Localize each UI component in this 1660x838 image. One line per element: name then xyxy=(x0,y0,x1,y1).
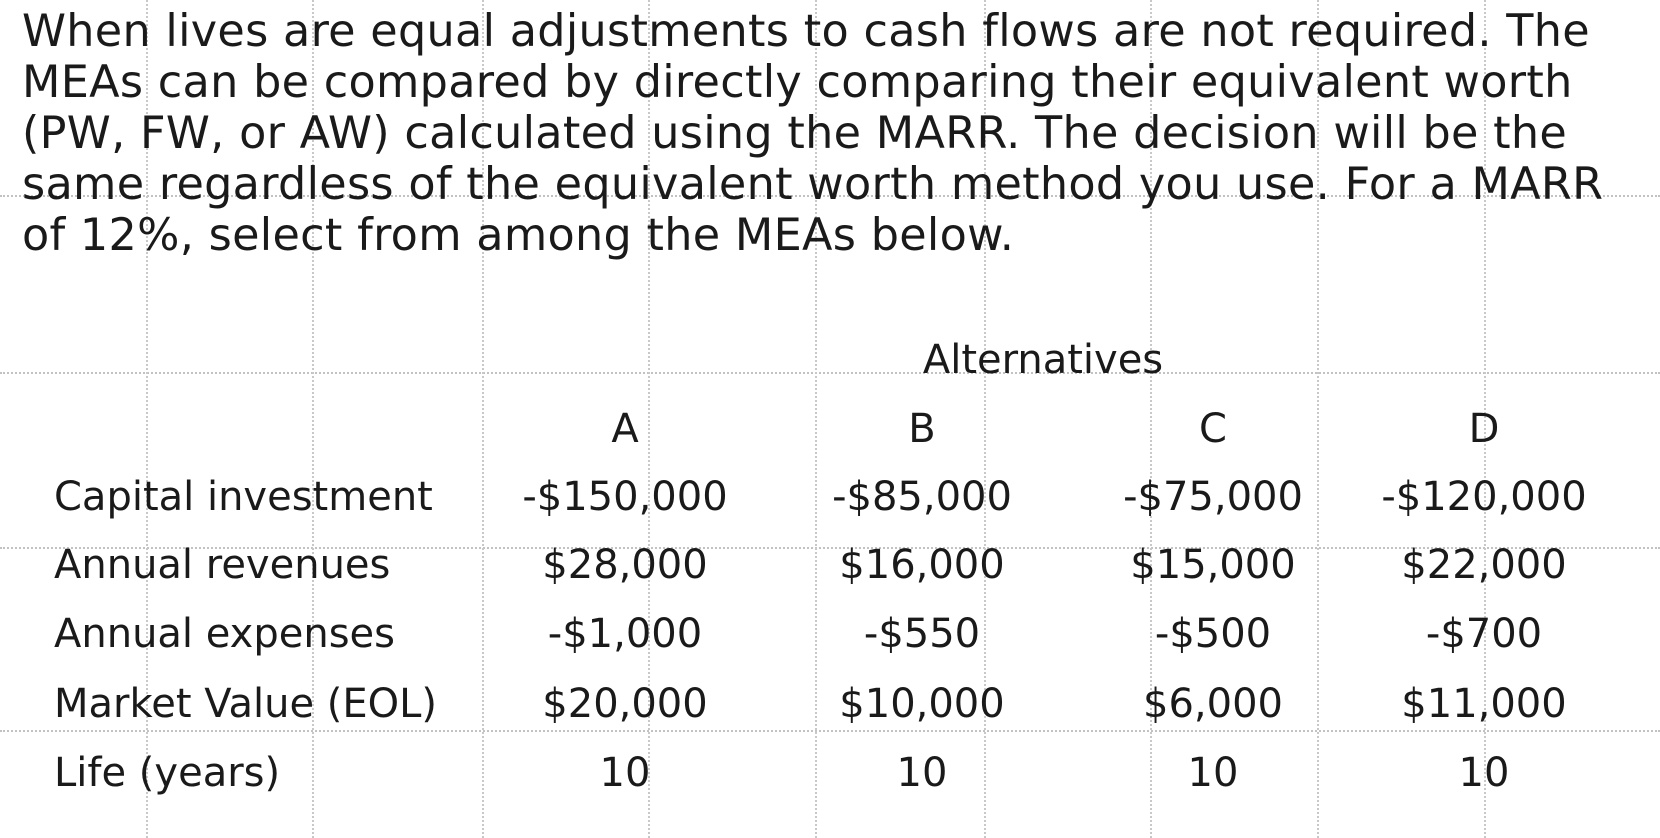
row-label: Annual expenses xyxy=(54,611,395,657)
table-cell: -$500 xyxy=(1154,611,1272,657)
table-cell: $16,000 xyxy=(839,542,1005,588)
row-label: Market Value (EOL) xyxy=(54,681,438,727)
table-cell: 10 xyxy=(896,750,948,796)
intro-paragraph xyxy=(22,6,1652,261)
table-cell: -$1,000 xyxy=(547,611,703,657)
row-label: Life (years) xyxy=(54,750,281,796)
table-cell: -$85,000 xyxy=(832,474,1012,520)
column-header-a: A xyxy=(611,406,639,452)
paragraph-line: (PW, FW, or AW) calculated using the MARR. The decision will be the xyxy=(22,108,1568,159)
row-label: Annual revenues xyxy=(54,542,391,588)
row-label: Capital investment xyxy=(54,474,433,520)
table-group-header: Alternatives xyxy=(922,337,1164,383)
table-cell: 10 xyxy=(1458,750,1510,796)
paragraph-line: When lives are equal adjustments to cash flows are not required. The xyxy=(22,6,1590,57)
table-cell: 10 xyxy=(599,750,651,796)
column-header-c: C xyxy=(1199,406,1227,452)
table-cell: -$150,000 xyxy=(522,474,728,520)
table-cell: -$550 xyxy=(863,611,981,657)
paragraph-line: same regardless of the equivalent worth method you use. For a MARR xyxy=(22,159,1604,210)
guide-line-horizontal xyxy=(0,372,1660,374)
table-cell: $10,000 xyxy=(839,681,1005,727)
table-cell: $28,000 xyxy=(542,542,708,588)
guide-line-horizontal xyxy=(0,730,1660,732)
table-cell: $6,000 xyxy=(1143,681,1283,727)
table-cell: $11,000 xyxy=(1401,681,1567,727)
column-header-d: D xyxy=(1468,406,1500,452)
paragraph-line: of 12%, select from among the MEAs below. xyxy=(22,210,1015,261)
table-cell: $15,000 xyxy=(1130,542,1296,588)
table-cell: 10 xyxy=(1187,750,1239,796)
table-cell: -$75,000 xyxy=(1123,474,1303,520)
table-cell: -$120,000 xyxy=(1381,474,1587,520)
paragraph-line: MEAs can be compared by directly comparing their equivalent worth xyxy=(22,57,1573,108)
table-cell: -$700 xyxy=(1425,611,1543,657)
column-header-b: B xyxy=(908,406,936,452)
table-cell: $22,000 xyxy=(1401,542,1567,588)
table-cell: $20,000 xyxy=(542,681,708,727)
